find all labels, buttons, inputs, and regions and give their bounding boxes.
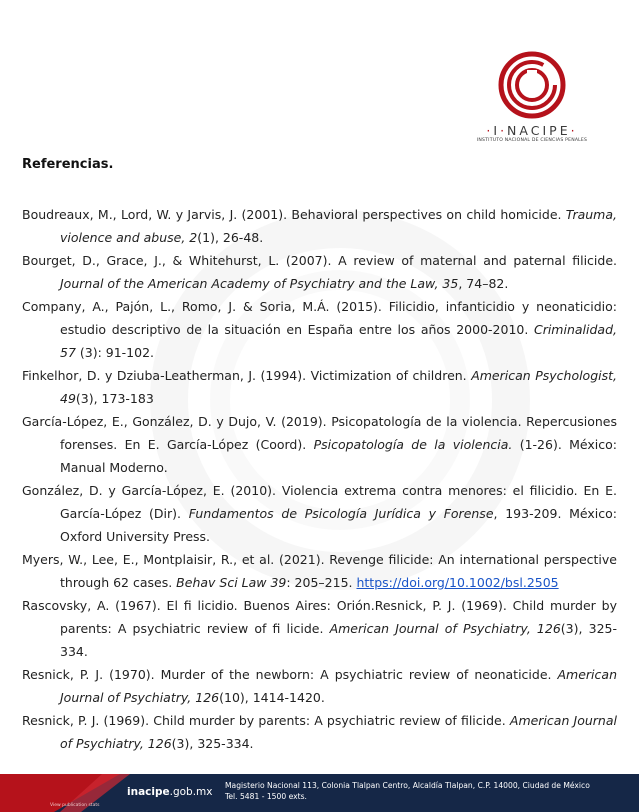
reference-source-italic: Fundamentos de Psicología Jurídica y Forense: [188, 506, 494, 521]
reference-text: Rascovsky, A. (1967). El fi licidio. Buenos Aires: Orión.Resnick, P. J. (1969). Child murder by parents: A psychiatric review of fi licide.: [22, 598, 617, 636]
reference-text: Resnick, P. J. (1969). Child murder by parents: A psychiatric review of filicide.: [22, 713, 510, 728]
reference-entry: [22, 410, 617, 479]
reference-entry: [22, 479, 617, 548]
logo-letter: E: [559, 123, 571, 138]
inacipe-logo: [462, 50, 602, 143]
footer-address: [225, 780, 590, 802]
footer-website-domain: .gob.mx: [169, 786, 213, 798]
reference-text: (3), 325-334.: [171, 736, 254, 751]
references-list: [22, 203, 617, 755]
logo-letter: N: [507, 123, 520, 138]
logo-subtitle: INSTITUTO NACIONAL DE CIENCIAS PENALES: [476, 138, 588, 143]
reference-entry: [22, 203, 617, 249]
reference-source-italic: Trauma, violence and abuse, 2: [60, 207, 617, 245]
reference-source-italic: Criminalidad, 57: [60, 322, 617, 360]
view-publication-stats-link[interactable]: View publication stats: [50, 803, 100, 808]
reference-source-italic: American Journal of Psychiatry, 126: [329, 621, 561, 636]
reference-entry: [22, 249, 617, 295]
reference-text: Finkelhor, D. y Dziuba-Leatherman, J. (1994). Victimization of children.: [22, 368, 472, 383]
logo-rings-icon: [497, 50, 567, 120]
reference-source-italic: American Journal of Psychiatry, 126: [60, 713, 617, 751]
reference-text: (1), 26-48.: [197, 230, 264, 245]
logo-letter: A: [519, 123, 531, 138]
logo-letter: C: [530, 123, 543, 138]
footer-address-line: Magisterio Nacional 113, Colonia Tlalpan Centro, Alcaldía Tlalpan, C.P. 14000, Ciudad de México: [225, 781, 590, 790]
logo-letter: I: [542, 123, 550, 138]
footer-website-bold: inacipe: [127, 786, 170, 798]
reference-text: (10), 1414-1420.: [219, 690, 325, 705]
reference-text: Myers, W., Lee, E., Montplaisir, R., et al. (2021). Revenge filicide: An international perspective through 62 cases.: [22, 552, 617, 590]
references-heading: Referencias.: [22, 157, 114, 172]
reference-text: Resnick, P. J. (1970). Murder of the newborn: A psychiatric review of neonaticide.: [22, 667, 558, 682]
reference-text: González, D. y García-López, E. (2010). Violencia extrema contra menores: el filicidio. En E. García-López (Dir).: [22, 483, 617, 521]
reference-text: : 205–215.: [286, 575, 357, 590]
reference-entry: [22, 594, 617, 663]
reference-text: Company, A., Pajón, L., Romo, J. & Soria, M.Á. (2015). Filicidio, infanticidio y neonaticidio: estudio descriptivo de la situación en España entre los años 2000-2010.: [22, 299, 617, 337]
logo-letter: P: [549, 123, 560, 138]
footer-website[interactable]: [127, 786, 213, 798]
reference-source-italic: American Psychologist, 49: [60, 368, 618, 406]
reference-text: (1-26). México: Manual Moderno.: [60, 437, 617, 475]
reference-text: Bourget, D., Grace, J., & Whitehurst, L. (2007). A review of maternal and paternal filicide.: [22, 253, 617, 268]
reference-source-italic: Psicopatología de la violencia.: [313, 437, 513, 452]
reference-entry: [22, 548, 617, 594]
footer-bar: [0, 774, 639, 812]
reference-entry: [22, 295, 617, 364]
reference-entry: [22, 364, 617, 410]
reference-text: (3), 325-334.: [60, 621, 617, 659]
reference-source-italic: American Journal of Psychiatry, 126: [60, 667, 617, 705]
reference-text: , 74–82.: [458, 276, 509, 291]
reference-entry: [22, 663, 617, 709]
logo-wordmark: ·I·NACIPE·: [486, 123, 578, 138]
reference-entry: [22, 709, 617, 755]
reference-text: (3): 91-102.: [75, 345, 155, 360]
reference-text: Boudreaux, M., Lord, W. y Jarvis, J. (2001). Behavioral perspectives on child homicide.: [22, 207, 566, 222]
reference-text: García-López, E., González, D. y Dujo, V. (2019). Psicopatología de la violencia. Repercusiones forenses. En E. García-López (Coord).: [22, 414, 617, 452]
logo-letter: I: [493, 123, 501, 138]
footer-phone-line: Tel. 5481 - 1500 exts.: [225, 792, 307, 801]
reference-source-italic: Behav Sci Law 39: [176, 575, 287, 590]
reference-text: , 193-209. México: Oxford University Press.: [60, 506, 617, 544]
doi-link[interactable]: https://doi.org/10.1002/bsl.2505: [356, 575, 559, 590]
reference-text: (3), 173-183: [75, 391, 154, 406]
reference-source-italic: Journal of the American Academy of Psychiatry and the Law, 35: [60, 276, 459, 291]
